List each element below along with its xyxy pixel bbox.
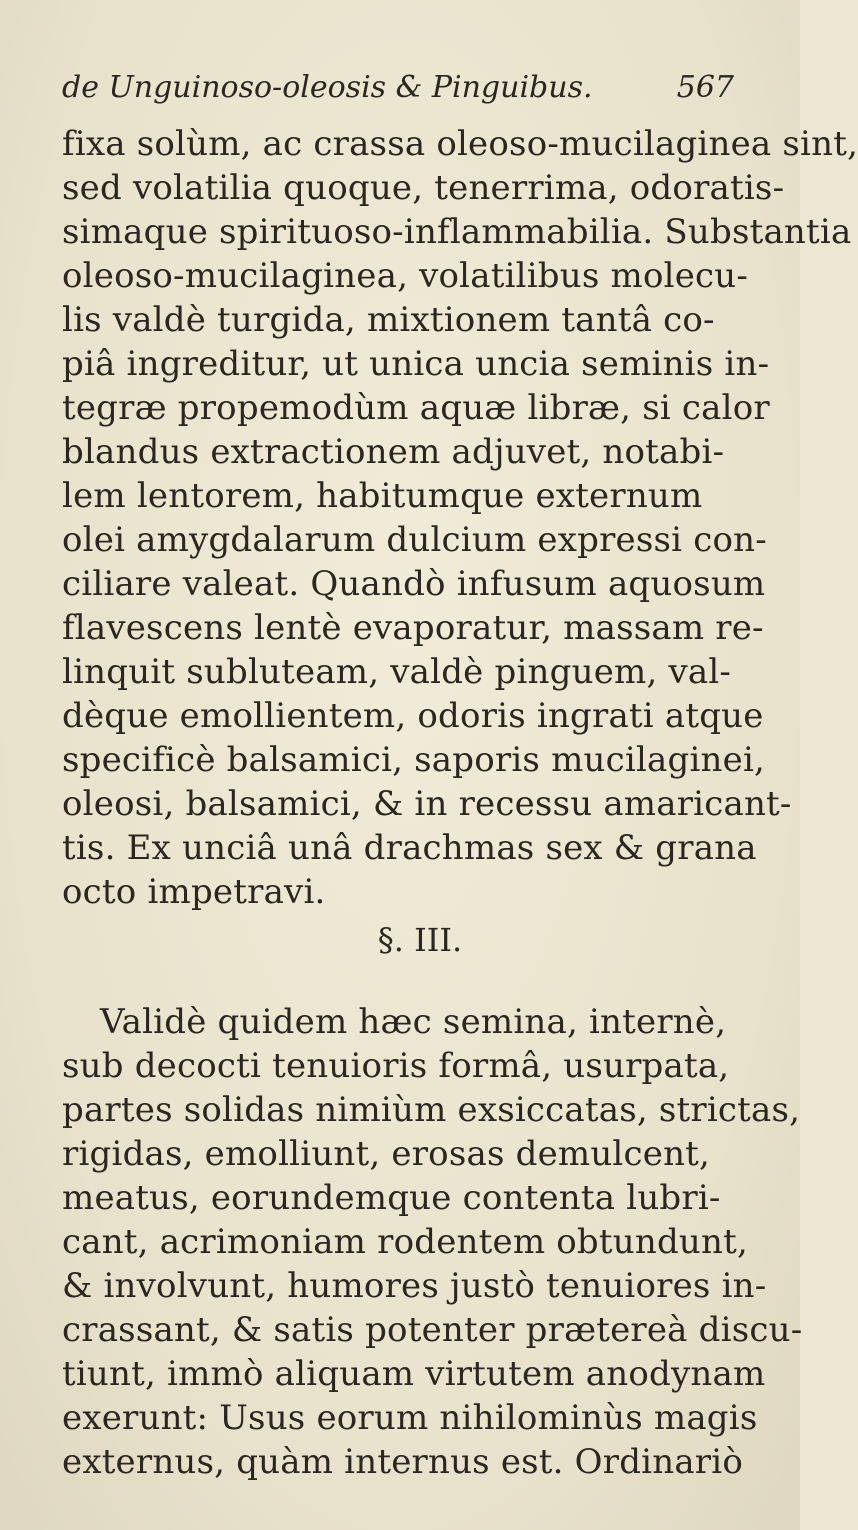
text-line: lis valdè turgida, mixtionem tantâ co- bbox=[62, 300, 715, 340]
text-line: sub decocti tenuioris formâ, usurpata, bbox=[62, 1046, 730, 1086]
text-line: cant, acrimoniam rodentem obtundunt, bbox=[62, 1222, 748, 1262]
text-line: meatus, eorundemque contenta lubri- bbox=[62, 1178, 721, 1218]
text-line: & involvunt, humores justò tenuiores in- bbox=[62, 1266, 767, 1306]
text-line: tiunt, immò aliquam virtutem anodynam bbox=[62, 1354, 766, 1394]
text-line: sed volatilia quoque, tenerrima, odoratis- bbox=[62, 168, 785, 208]
text-line: simaque spirituoso-inflammabilia. Substantia bbox=[62, 212, 852, 252]
text-line: flavescens lentè evaporatur, massam re- bbox=[62, 608, 764, 648]
text-line: lem lentorem, habitumque externum bbox=[62, 476, 703, 516]
text-line: octo impetravi. bbox=[62, 872, 326, 912]
text-line: blandus extractionem adjuvet, notabi- bbox=[62, 432, 725, 472]
text-line: olei amygdalarum dulcium expressi con- bbox=[62, 520, 767, 560]
text-line: ciliare valeat. Quandò infusum aquosum bbox=[62, 564, 766, 604]
text-line: crassant, & satis potenter prætereà discu- bbox=[62, 1310, 803, 1350]
text-line: dèque emollientem, odoris ingrati atque bbox=[62, 696, 764, 736]
text-line: oleoso-mucilaginea, volatilibus molecu- bbox=[62, 256, 749, 296]
running-head-title: de Unguinoso-oleosis & Pinguibus. bbox=[62, 70, 593, 105]
page-number: 567 bbox=[676, 70, 734, 105]
text-line: fixa solùm, ac crassa oleoso-mucilaginea sint, bbox=[62, 124, 858, 164]
text-line: exerunt: Usus eorum nihilominùs magis bbox=[62, 1398, 758, 1438]
text-line: rigidas, emolliunt, erosas demulcent, bbox=[62, 1134, 711, 1174]
text-line: externus, quàm internus est. Ordinariò bbox=[62, 1442, 744, 1482]
text-line: Validè quidem hæc semina, internè, bbox=[100, 1002, 727, 1042]
text-line: oleosi, balsamici, & in recessu amaricant- bbox=[62, 784, 792, 824]
text-line: specificè balsamici, saporis mucilaginei, bbox=[62, 740, 766, 780]
text-line: linquit subluteam, valdè pinguem, val- bbox=[62, 652, 732, 692]
text-line: tegræ propemodùm aquæ libræ, si calor bbox=[62, 388, 770, 428]
section-heading: §. III. bbox=[377, 921, 463, 959]
text-line: tis. Ex unciâ unâ drachmas sex & grana bbox=[62, 828, 757, 868]
text-line: piâ ingreditur, ut unica uncia seminis in- bbox=[62, 344, 770, 384]
text-line: partes solidas nimiùm exsiccatas, strictas, bbox=[62, 1090, 801, 1130]
running-head bbox=[62, 70, 774, 114]
